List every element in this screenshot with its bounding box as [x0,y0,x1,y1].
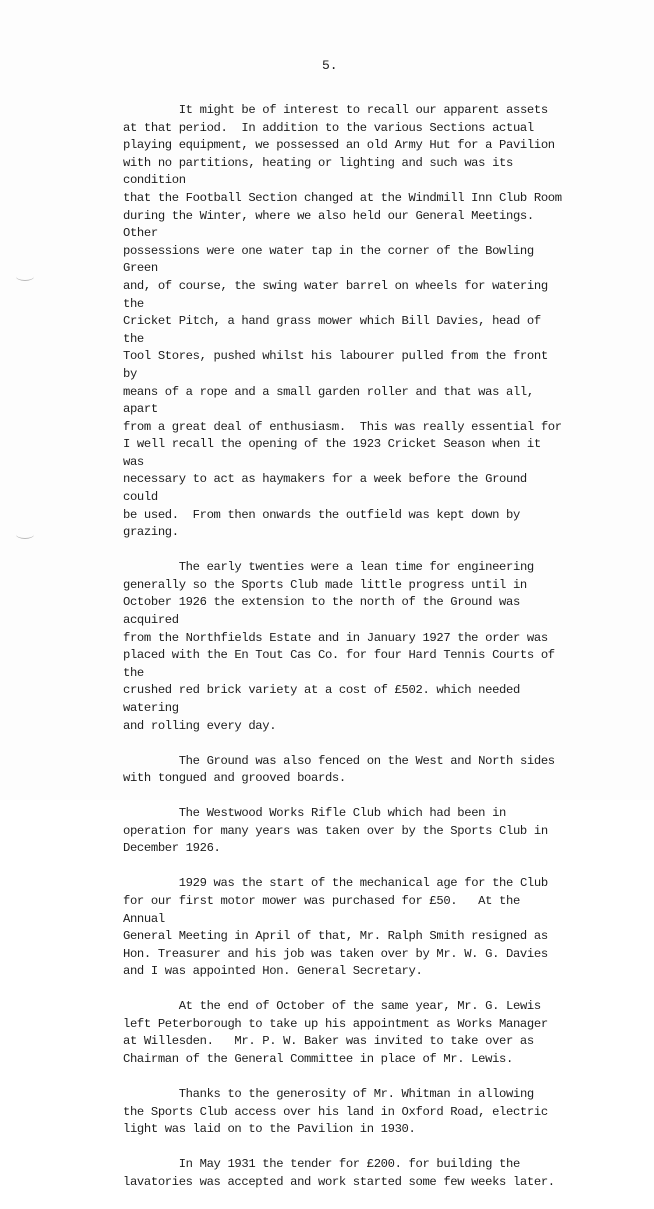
paragraph-lavatories: In May 1931 the tender for £200. for building the lavatories was accepted and work started some few weeks later. [123,1157,555,1189]
paragraph-fencing: The Ground was also fenced on the West and North sides with tongued and grooved boards. [123,753,555,786]
margin-mark [16,530,34,539]
page-number: 5. [322,58,338,73]
margin-mark [16,272,34,281]
paragraph-electric-light: Thanks to the generosity of Mr. Whitman in allowing the Sports Club access over his land in Oxford Road, electric light was laid on to the Pavilion in 1930. [123,1087,548,1137]
paragraph-assets: It might be of interest to recall our apparent assets at that period. In addition to the various Sections actual playing equipment, we possessed an old Army Hut for a Pavilion with no partitions, heating or lighting and such was its condition that the Football Section changed at the Windmill Inn Club Room during the Winter, where we also held our General Meetings. Other possessions were one water tap in the corner of the Bowling Green and, of course, the swing water barrel on wheels for watering the Cricket Pitch, a hand grass mower which Bill Davies, head of the Tool Stores, pushed whilst his labourer pulled from the front by means of a rope and a small garden roller and that was all, apart from a great deal of enthusiasm. This was really essential for I well recall the opening of the 1923 Cricket Season when it was necessary to act as haymakers for a week before the Ground could be used. From then onwards the outfield was kept down by grazing. [123,103,562,540]
paragraph-october: At the end of October of the same year, Mr. G. Lewis left Peterborough to take up his appointment as Works Manager at Willesden. Mr. P. W. Baker was invited to take over as Chairman of the General Committee in place of Mr. Lewis. [123,999,548,1067]
paragraph-1929: 1929 was the start of the mechanical age for the Club for our first motor mower was purchased for £50. At the Annual General Meeting in April of that, Mr. Ralph Smith resigned as Hon. Treasurer and his job was taken over by Mr. W. G. Davies and I was appointed Hon. General Secretary. [123,876,548,979]
paragraph-rifle-club: The Westwood Works Rifle Club which had been in operation for many years was taken over by the Sports Club in December 1926. [123,806,548,856]
paragraph-early-twenties: The early twenties were a lean time for engineering generally so the Sports Club made little progress until in October 1926 the extension to the north of the Ground was acquired from the Northfields Estate and in January 1927 the order was placed with the En Tout Cas Co. for four Hard Tennis Courts of the crushed red brick variety at a cost of £502. which needed watering and rolling every day. [123,560,555,733]
body-text [123,102,563,1209]
